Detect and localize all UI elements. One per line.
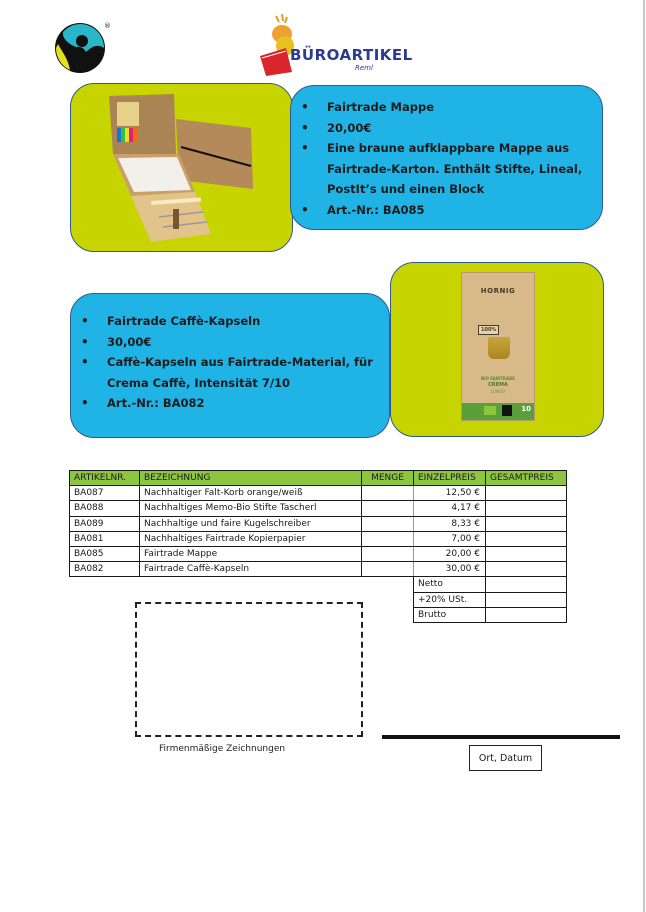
page-edge: [643, 0, 645, 912]
buroartikel-logo-text: BÜROARTIKEL: [290, 46, 413, 64]
capsule-box-product-image: [461, 272, 535, 421]
eu-organic-icon: [484, 406, 496, 415]
summary-label: Brutto: [414, 607, 486, 622]
cell-total-price[interactable]: [486, 516, 567, 531]
cell-unit-price: 20,00 €: [414, 546, 486, 561]
product-description: • Caffè-Kapseln aus Fairtrade-Material, für Crema Caffè, Intensität 7/10: [71, 352, 389, 393]
cell-article-number: BA089: [70, 516, 140, 531]
cell-unit-price: 7,00 €: [414, 531, 486, 546]
cell-total-price[interactable]: [486, 531, 567, 546]
cell-quantity[interactable]: [362, 546, 414, 561]
place-date-field[interactable]: [469, 745, 542, 771]
capsule-box-variant: CREMA: [488, 382, 508, 388]
cell-unit-price: 8,33 €: [414, 516, 486, 531]
header-quantity: MENGE: [362, 471, 414, 486]
table-row: [70, 516, 567, 531]
fairtrade-mark-icon: [502, 405, 512, 416]
cell-quantity[interactable]: [362, 501, 414, 516]
capsule-box-sub: LUNGO: [490, 389, 506, 394]
cell-description: Fairtrade Mappe: [140, 546, 362, 561]
capsule-box-label: BIO FAIRTRADE: [480, 376, 516, 381]
cell-article-number: BA088: [70, 501, 140, 516]
cell-description: Nachhaltiger Falt-Korb orange/weiß: [140, 486, 362, 501]
table-row: [70, 562, 567, 577]
summary-row-netto: [70, 577, 567, 592]
capsule-box-brand: HORNIG: [480, 287, 516, 295]
header-article-number: ARTIKELNR.: [70, 471, 140, 486]
company-signature-label: Firmenmäßige Zeichnungen: [159, 744, 286, 754]
summary-value[interactable]: [486, 577, 567, 592]
summary-value[interactable]: [486, 592, 567, 607]
cell-article-number: BA087: [70, 486, 140, 501]
summary-label: Netto: [414, 577, 486, 592]
product-description: • Eine braune aufklappbare Mappe aus Fairtrade-Karton. Enthält Stifte, Lineal, PostIt’s und einen Block: [291, 138, 602, 200]
table-row: [70, 486, 567, 501]
folder-product-image: [71, 84, 294, 253]
product-article-number: • Art.-Nr.: BA085: [291, 200, 602, 221]
cell-quantity[interactable]: [362, 516, 414, 531]
product-image-box-folder: [70, 83, 293, 252]
signature-line: [382, 735, 620, 739]
summary-value[interactable]: [486, 607, 567, 622]
header-description: BEZEICHNUNG: [140, 471, 362, 486]
cell-total-price[interactable]: [486, 501, 567, 516]
product-name: • Fairtrade Caffè-Kapseln: [71, 311, 389, 332]
table-row: [70, 546, 567, 561]
cell-total-price[interactable]: [486, 486, 567, 501]
product-image-box-capsules: [390, 262, 604, 437]
table-header-row: [70, 471, 567, 486]
cell-article-number: BA081: [70, 531, 140, 546]
cell-description: Nachhaltiges Memo-Bio Stifte Tascherl: [140, 501, 362, 516]
header-total-price: GESAMTPREIS: [486, 471, 567, 486]
capsule-icon: [488, 337, 510, 359]
cell-unit-price: 4,17 €: [414, 501, 486, 516]
summary-label: +20% USt.: [414, 592, 486, 607]
table-row: [70, 531, 567, 546]
product-article-number: • Art.-Nr.: BA082: [71, 393, 389, 414]
cell-quantity[interactable]: [362, 486, 414, 501]
cell-quantity[interactable]: [362, 531, 414, 546]
cell-total-price[interactable]: [486, 546, 567, 561]
capsule-box-badge: 100%: [478, 325, 499, 335]
cell-unit-price: 30,00 €: [414, 562, 486, 577]
product-price: • 30,00€: [71, 332, 389, 353]
order-table: [69, 470, 567, 623]
cell-description: Nachhaltige und faire Kugelschreiber: [140, 516, 362, 531]
cell-article-number: BA085: [70, 546, 140, 561]
capsule-box-green-band: [462, 403, 534, 420]
capsule-count: 10: [521, 405, 531, 413]
cell-article-number: BA082: [70, 562, 140, 577]
cell-description: Nachhaltiges Fairtrade Kopierpapier: [140, 531, 362, 546]
product-price: • 20,00€: [291, 118, 602, 139]
registered-mark: ®: [104, 22, 111, 30]
header-unit-price: EINZELPREIS: [414, 471, 486, 486]
product-info-box-capsules: [70, 293, 390, 438]
cell-description: Fairtrade Caffè-Kapseln: [140, 562, 362, 577]
place-date-label: Ort, Datum: [478, 752, 533, 764]
cell-quantity[interactable]: [362, 562, 414, 577]
buroartikel-logo-subtext: Reml: [355, 64, 373, 72]
table-row: [70, 501, 567, 516]
cell-total-price[interactable]: [486, 562, 567, 577]
company-signature-field[interactable]: [135, 602, 363, 737]
product-name: • Fairtrade Mappe: [291, 97, 602, 118]
fairtrade-logo: [54, 22, 106, 74]
cell-unit-price: 12,50 €: [414, 486, 486, 501]
product-info-box-folder: [290, 85, 603, 230]
